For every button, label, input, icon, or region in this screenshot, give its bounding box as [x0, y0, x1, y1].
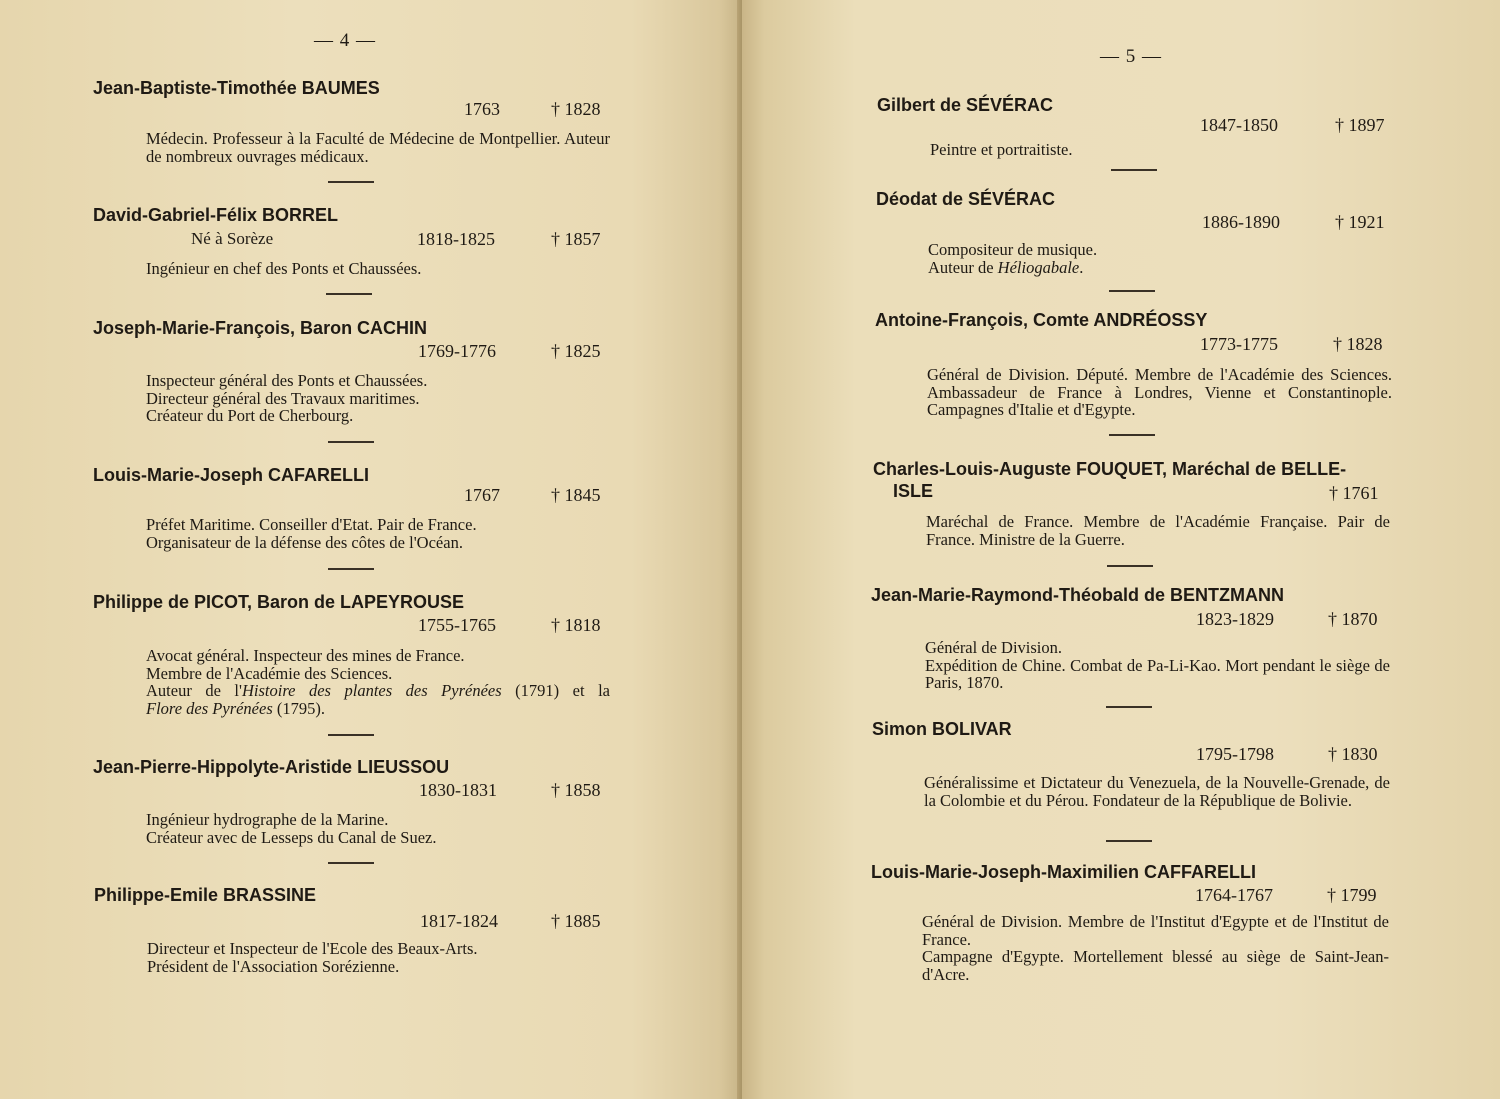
entry-description [922, 913, 1389, 983]
entry-description [146, 372, 610, 425]
entry-name: Jean-Marie-Raymond-Théobald de BENTZMANN [871, 585, 1285, 605]
entry-years: 1767 [464, 485, 500, 505]
entry-death: † 1761 [1329, 483, 1379, 503]
book-title: Flore des Pyrénées [146, 698, 273, 718]
entry-years: 1795-1798 [1196, 744, 1274, 764]
description-line [928, 259, 1390, 277]
work-title: Héliogabale [997, 257, 1080, 277]
description-line: Ingénieur hydrographe de la Marine. [146, 810, 389, 829]
separator-rule [1109, 290, 1155, 292]
entry-name: Philippe de PICOT, Baron de LAPEYROUSE [93, 592, 465, 612]
text-run: (1795). [272, 698, 326, 718]
text-run: Auteur de l' [146, 681, 242, 700]
entry-name: Jean-Pierre-Hippolyte-Aristide LIEUSSOU [93, 757, 450, 777]
entry-name: David-Gabriel-Félix BORREL [93, 205, 339, 225]
entry-description: Maréchal de France. Membre de l'Académie Française. Pair de France. Ministre de la Guerre. [926, 512, 1390, 549]
description-line: Directeur général des Travaux maritimes. [146, 388, 420, 408]
description-line: Général de Division. [925, 638, 1063, 657]
entry-description [146, 811, 610, 846]
page-number: — 5 — [1100, 46, 1162, 67]
entry-death: † 1828 [551, 99, 601, 119]
text-run: (1791) et la [501, 681, 610, 700]
entry-death: † 1828 [1333, 334, 1383, 354]
description-line: Campagne d'Egypte. Mortellement blessé au siège de Saint-Jean-d'Acre. [922, 947, 1389, 984]
entry-name: Jean-Baptiste-Timothée BAUMES [93, 78, 380, 98]
entry-description [147, 940, 611, 975]
separator-rule [326, 293, 372, 295]
page-number: — 4 — [314, 30, 376, 51]
description-line: Organisateur de la défense des côtes de l'Océan. [146, 532, 463, 552]
entry-years: 1755-1765 [418, 615, 496, 635]
entry-death: † 1921 [1335, 212, 1385, 232]
separator-rule [1107, 565, 1153, 567]
entry-description: Généralissime et Dictateur du Venezuela, de la Nouvelle-Grenade, de la Colombie et du Pérou. Fondateur de la République de Bolivie. [924, 773, 1390, 810]
entry-death: † 1845 [551, 485, 601, 505]
description-line: Compositeur de musique. [928, 240, 1098, 259]
entry-years: 1886-1890 [1202, 212, 1280, 232]
entry-name: Antoine-François, Comte ANDRÉOSSY [875, 310, 1208, 330]
entry-description [928, 241, 1390, 276]
entry-name: Déodat de SÉVÉRAC [876, 189, 1056, 209]
separator-rule [328, 862, 374, 864]
entry-name: Louis-Marie-Joseph CAFARELLI [93, 465, 370, 485]
entry-description: Général de Division. Député. Membre de l'Académie des Sciences. Ambassadeur de France à Londres, Vienne et Constantinople. Campagnes d'Italie et d'Egypte. [927, 365, 1392, 419]
book-title: Histoire des plantes des Pyrénées [241, 681, 502, 700]
entry-death: † 1857 [551, 229, 601, 249]
description-line: Créateur du Port de Cherbourg. [146, 406, 354, 425]
separator-rule [1106, 840, 1152, 842]
separator-rule [328, 181, 374, 183]
entry-years: 1763 [464, 99, 500, 119]
entry-years: 1817-1824 [420, 911, 498, 931]
entry-years: 1764-1767 [1195, 885, 1273, 905]
separator-rule [328, 568, 374, 570]
entry-name: Philippe-Emile BRASSINE [94, 885, 317, 905]
entry-years: 1773-1775 [1200, 334, 1278, 354]
entry-death: † 1799 [1327, 885, 1377, 905]
entry-death: † 1818 [551, 615, 601, 635]
entry-description [925, 639, 1390, 692]
text-run: . [1079, 257, 1084, 277]
separator-rule [1106, 706, 1152, 708]
entry-death: † 1825 [551, 341, 601, 361]
description-line: Directeur et Inspecteur de l'Ecole des Beaux-Arts. [147, 939, 478, 958]
entry-years: 1769-1776 [418, 341, 496, 361]
entry-name: Charles-Louis-Auguste FOUQUET, Maréchal de BELLE- [873, 459, 1347, 479]
separator-rule [328, 441, 374, 443]
right-page [742, 0, 1500, 1099]
description-line: Préfet Maritime. Conseiller d'Etat. Pair de France. [146, 515, 477, 534]
entry-description: Ingénieur en chef des Ponts et Chaussées. [146, 259, 422, 278]
entry-name-continuation: ISLE [893, 481, 934, 501]
entry-years: 1830-1831 [419, 780, 497, 800]
description-line: Expédition de Chine. Combat de Pa-Li-Kao. Mort pendant le siège de Paris, 1870. [925, 655, 1390, 692]
description-line: Membre de l'Académie des Sciences. [146, 663, 393, 683]
entry-death: † 1897 [1335, 115, 1385, 135]
separator-rule [1111, 169, 1157, 171]
entry-death: † 1830 [1328, 744, 1378, 764]
entry-death: † 1870 [1328, 609, 1378, 629]
entry-name: Joseph-Marie-François, Baron CACHIN [93, 318, 428, 338]
description-line: Général de Division. Membre de l'Institut d'Egypte et de l'Institut de France. [922, 912, 1389, 949]
entry-name: Gilbert de SÉVÉRAC [877, 95, 1054, 115]
separator-rule [328, 734, 374, 736]
entry-name: Louis-Marie-Joseph-Maximilien CAFFARELLI [871, 862, 1257, 882]
description-line: Président de l'Association Sorézienne. [147, 956, 400, 976]
entry-death: † 1858 [551, 780, 601, 800]
entry-description: Peintre et portraitiste. [930, 140, 1073, 159]
left-page [0, 0, 742, 1099]
entry-death: † 1885 [551, 911, 601, 931]
entry-description: Médecin. Professeur à la Faculté de Médecine de Montpellier. Auteur de nombreux ouvrages médicaux. [146, 129, 610, 166]
entry-years: 1847-1850 [1200, 115, 1278, 135]
text-run: Auteur de [928, 257, 998, 277]
entry-name: Simon BOLIVAR [872, 719, 1012, 739]
description-line [146, 700, 610, 718]
description-line: Créateur avec de Lesseps du Canal de Suez. [146, 827, 437, 847]
entry-description [146, 516, 610, 551]
entry-description [146, 647, 610, 717]
separator-rule [1109, 434, 1155, 436]
entry-birthplace: Né à Sorèze [191, 229, 274, 248]
entry-years: 1818-1825 [417, 229, 495, 249]
description-line: Avocat général. Inspecteur des mines de France. [146, 646, 465, 665]
description-line [146, 682, 610, 700]
description-line: Inspecteur général des Ponts et Chaussées. [146, 371, 428, 390]
entry-years: 1823-1829 [1196, 609, 1274, 629]
